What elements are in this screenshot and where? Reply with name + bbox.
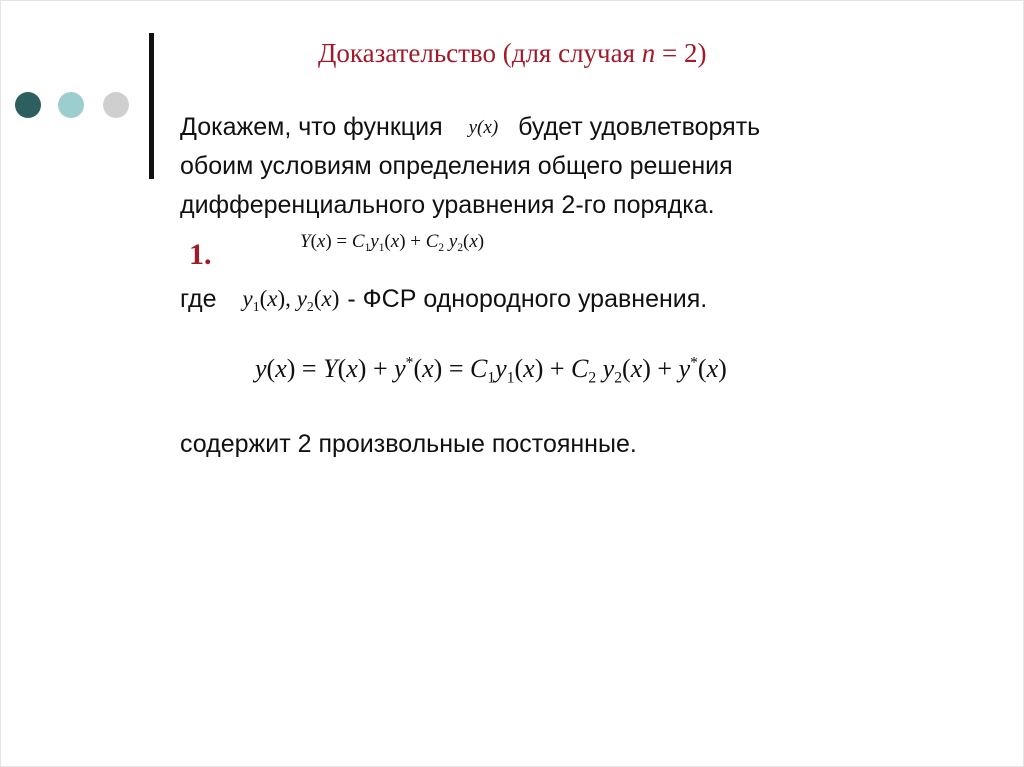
title-variable: n — [641, 38, 656, 68]
para-line-1-end: будет удовлетворять — [518, 113, 761, 141]
decor-dot-teal — [58, 92, 84, 118]
where-label: где — [180, 285, 217, 313]
item-number: 1. — [189, 238, 212, 271]
title-prefix: Доказательство (для случая — [318, 38, 642, 68]
formula-general-solution: $y(x) = Y(x) + y^*(x) = C_1y_1(x) + C_2$ $y_2(x) + y^*(x)$ — [255, 354, 727, 387]
fsr-description: - ФСР однородного уравнения. — [347, 285, 708, 313]
constants-note: содержит 2 произвольные постоянные. — [180, 430, 637, 458]
function-formula: y(x) — [468, 117, 499, 138]
formula-general-homogeneous: $Y(x) = C_1y_1(x) + C_2$ $y_2(x)$ — [300, 231, 485, 254]
para-line-2: обоим условиям определения общего решения — [180, 152, 733, 180]
fsr-line — [180, 285, 707, 315]
para-line-1-start: Докажем, что функция — [180, 113, 443, 141]
title-suffix: = 2) — [655, 38, 707, 68]
decor-dot-gray — [103, 92, 129, 118]
decor-vertical-bar — [149, 33, 154, 179]
intro-paragraph — [180, 108, 940, 225]
para-line-3: дифференциального уравнения 2-го порядка. — [180, 191, 715, 219]
decor-dot-dark — [15, 92, 41, 118]
para-line-1 — [180, 108, 940, 147]
formula-fsr: $y_1(x)$, $y_2(x)$ — [242, 286, 340, 314]
slide-title — [318, 38, 707, 69]
